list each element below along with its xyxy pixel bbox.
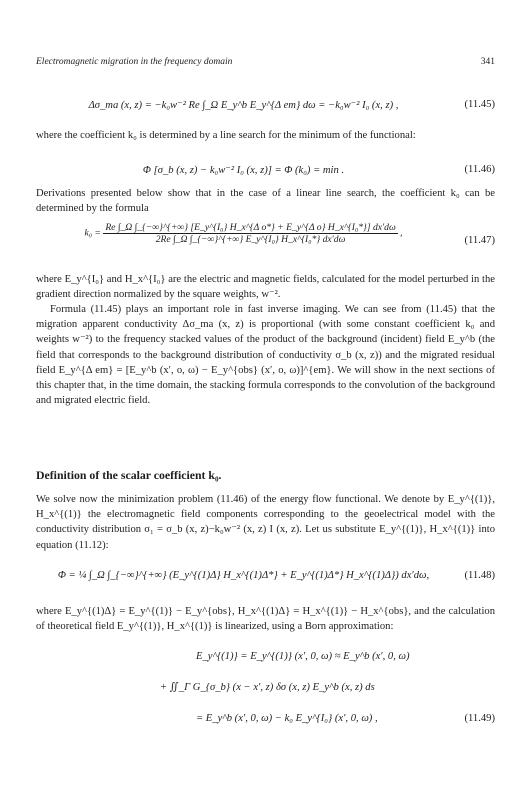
equation-body: Φ [σ_b (x, z) − k₀w⁻² I₀ (x, z)] = Φ (k₀) = min . [142,165,345,176]
equation-11-49-line-3 [36,710,495,732]
equation-number: (11.47) [464,235,495,246]
paragraph-fields-definition: where E_y^{I₀} and H_x^{I₀} are the electric and magnetic fields, calculated for the model perturbed in the gradient direction normalized by the square weights, w⁻². [36,274,495,301]
equation-number: (11.48) [464,570,495,581]
equation-lhs: k₀ = [84,227,101,239]
paragraph-formula-role: Formula (11.45) plays an important role in fast inverse imaging. We can see from (11.45) that the migration apparent conductivity Δσ_ma (x, z) is proportional (with some constant coefficient k₀ and weights w⁻²) to the frequency stacked values of the product of the background (incident) field E_y^b (the field that corresponds to the background distribution of conductivity σ_b (x, z)) and the migrated residual field E_y^{Δ em} = [E_y^b (x′, o, ω) − E_y^{obs} (x′, o, ω)]^{em}. We will show in the next sections of this chapter that, in the time domain, the stacking formula corresponds to the convolution of the background and migrated electric field. [36,304,495,407]
equation-11-46 [36,161,495,183]
fraction [103,222,397,245]
paragraph-derivations: Derivations presented below show that in the case of a linear line search, the coefficient k₀ can be determined by the formula [36,188,495,215]
equation-body: Φ = ¼ ∫_Ω ∫_{−∞}^{+∞} (E_y^{(1)Δ} H_x^{(1)Δ*} + E_y^{(1)Δ*} H_x^{(1)Δ}) dx′dω, [57,570,430,581]
equation-11-49-line-1 [36,648,495,670]
section-heading: Definition of the scalar coefficient k₀. [36,468,222,482]
equation-body: = E_y^b (x′, 0, ω) − k₀ E_y^{I₀} (x′, 0, ω) , [196,713,378,724]
equation-11-48 [36,563,495,593]
paragraph-minimization: We solve now the minimization problem (11.46) of the energy flow functional. We denote by E_y^{(1)}, H_x^{(1)} the electromagnetic field components corresponding to the geoelectrical model with the conductivity distribution σ₁ = σ_b (x, z)−k₀w⁻² (x, z) I (x, z). Let us substitute E_y^{(1)}, H_x^{(1)} into equation (11.12): [36,494,495,551]
equation-body: Δσ_ma (x, z) = −k₀w⁻² Re ∫_Ω E_y^b E_y^{Δ em} dω = −k₀w⁻² I₀ (x, z) , [88,100,399,111]
fraction-denominator: 2Re ∫_Ω ∫_{−∞}^{+∞} E_y^{I₀} H_x^{I₀*} dx′dω [155,234,346,245]
equation-number: (11.46) [464,164,495,175]
equation-11-45 [36,96,495,118]
paragraph-line-search: where the coefficient k₀ is determined by a line search for the minimum of the functional: [36,130,416,141]
equation-trail: , [400,227,403,239]
equation-11-49-line-2 [36,676,495,702]
running-title: Electromagnetic migration in the frequency domain [36,57,233,67]
paragraph-born-approximation: where E_y^{(1)Δ} = E_y^{(1)} − E_y^{obs}, H_x^{(1)Δ} = H_x^{(1)} − H_x^{obs}, and the calculation of theoretical field E_y^{(1)}, H_x^{(1)} is linearized, using a Born approximation: [36,606,495,633]
equation-body: + ∬_Γ G_{σ_b} (x − x′, z) δσ (x, z) E_y^b (x, z) ds [160,682,375,693]
equation-number: (11.45) [464,99,495,110]
equation-body: E_y^{(1)} = E_y^{(1)} (x′, 0, ω) ≈ E_y^b (x′, 0, ω) [196,651,410,662]
equation-number: (11.49) [464,713,495,724]
page-number: 341 [480,57,495,67]
running-header [36,57,495,71]
equation-11-47 [36,222,495,264]
fraction-numerator: Re ∫_Ω ∫_{−∞}^{+∞} [E_y^{I₀} H_x^{Δ o*} + E_y^{Δ o} H_x^{I₀*}] dx′dω [105,222,396,233]
